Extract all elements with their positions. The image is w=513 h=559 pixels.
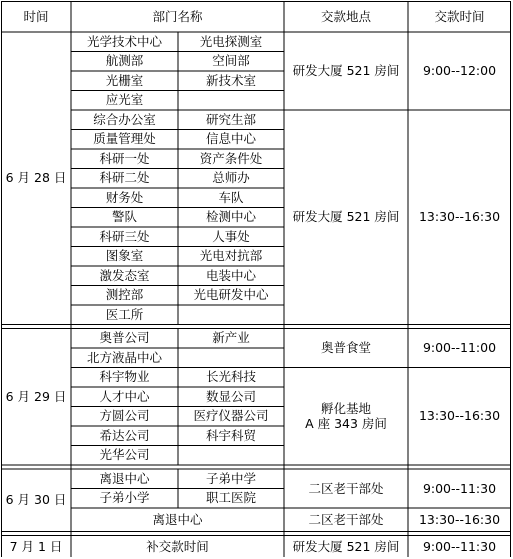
payment-schedule-table [1, 1, 511, 557]
department-cell: 离退中心 [99, 470, 150, 486]
department-cell: 应光室 [105, 92, 144, 108]
department-cell [178, 446, 284, 466]
department-cell: 长光科技 [205, 369, 256, 385]
department-cell: 科宇科贸 [205, 427, 256, 443]
department-cell-wide: 离退中心 [152, 511, 203, 527]
header-department: 部门名称 [152, 8, 203, 24]
department-cell: 信息中心 [205, 131, 256, 147]
date-cell: 6 月 30 日 [5, 492, 67, 508]
place-line: A 座 343 房间 [305, 416, 387, 432]
department-cell: 资产条件处 [199, 150, 263, 166]
place-cell: 研发大厦 521 房间 [292, 209, 400, 225]
department-cell: 质量管理处 [93, 131, 156, 147]
header-payment-time: 交款时间 [434, 8, 485, 24]
department-cell: 研究生部 [205, 111, 256, 127]
payment-time-cell: 9:00--12:00 [422, 63, 497, 79]
department-cell: 医疗仪器公司 [193, 408, 269, 424]
department-cell: 财务处 [105, 189, 144, 205]
place-cell: 二区老干部处 [308, 480, 384, 496]
department-cell: 光华公司 [99, 447, 150, 463]
header-place: 交款地点 [320, 8, 371, 24]
department-cell: 光电对抗部 [199, 248, 263, 264]
department-cell: 人才中心 [99, 388, 150, 404]
department-cell: 激发态室 [99, 267, 150, 283]
department-cell: 光栅室 [105, 72, 144, 88]
department-cell-wide: 补交款时间 [146, 539, 209, 555]
department-cell: 方圆公司 [99, 408, 150, 424]
department-cell: 图象室 [105, 248, 144, 264]
department-cell: 警队 [111, 209, 137, 225]
payment-time-cell: 9:00--11:30 [422, 539, 497, 555]
payment-time-cell: 13:30--16:30 [418, 209, 501, 225]
place-line: 孵化基地 [320, 400, 371, 416]
place-cell: 奥普食堂 [320, 340, 371, 356]
place-cell: 研发大厦 521 房间 [292, 539, 400, 555]
payment-time-cell: 13:30--16:30 [418, 408, 501, 424]
payment-time-cell: 13:30--16:30 [418, 511, 501, 527]
department-cell: 北方液晶中心 [86, 349, 162, 365]
department-cell: 科研三处 [99, 228, 150, 244]
department-cell: 车队 [218, 189, 244, 205]
place-cell: 研发大厦 521 房间 [292, 63, 400, 79]
department-cell: 子弟小学 [99, 490, 150, 506]
department-cell: 光电探测室 [199, 33, 263, 49]
department-cell: 光学技术中心 [86, 33, 162, 49]
department-cell: 奥普公司 [99, 330, 150, 346]
department-cell: 总师办 [212, 170, 250, 186]
department-cell: 科研二处 [99, 170, 150, 186]
department-cell [178, 91, 284, 111]
department-cell: 子弟中学 [205, 470, 256, 486]
header-time: 时间 [23, 8, 49, 24]
department-cell: 电装中心 [205, 267, 256, 283]
date-cell: 7 月 1 日 [9, 539, 63, 555]
department-cell: 职工医院 [205, 490, 256, 506]
department-cell: 希达公司 [99, 427, 150, 443]
department-cell: 新产业 [212, 330, 250, 346]
department-cell: 科宇物业 [99, 369, 150, 385]
department-cell: 航测部 [105, 53, 144, 69]
department-cell: 检测中心 [205, 209, 256, 225]
department-cell: 新技术室 [205, 72, 256, 88]
department-cell: 数显公司 [205, 388, 256, 404]
department-cell: 空间部 [212, 53, 250, 69]
department-cell: 光电研发中心 [193, 287, 269, 303]
payment-time-cell: 9:00--11:30 [422, 480, 497, 496]
department-cell [178, 305, 284, 325]
department-cell: 综合办公室 [93, 111, 156, 127]
department-cell: 医工所 [105, 306, 144, 322]
date-cell: 6 月 28 日 [5, 170, 67, 186]
payment-time-cell: 9:00--11:00 [422, 340, 497, 356]
department-cell: 测控部 [105, 287, 144, 303]
department-cell [178, 348, 284, 368]
date-cell: 6 月 29 日 [5, 388, 67, 404]
place-cell: 二区老干部处 [308, 511, 384, 527]
place-cell [284, 368, 408, 466]
department-cell: 科研一处 [99, 150, 150, 166]
department-cell: 人事处 [212, 228, 250, 244]
